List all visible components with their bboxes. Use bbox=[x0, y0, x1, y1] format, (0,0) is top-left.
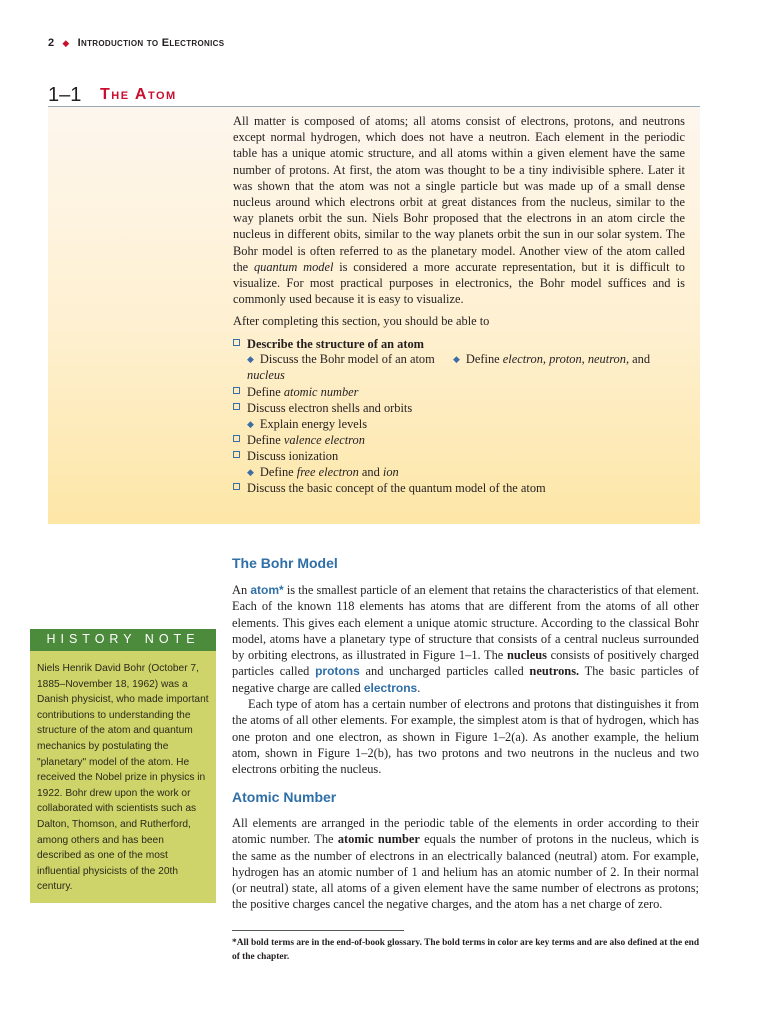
section-intro-box bbox=[48, 107, 700, 524]
footnote-divider bbox=[232, 930, 404, 931]
body-text: and uncharged particles called bbox=[365, 664, 524, 679]
diamond-bullet-icon: ◆ bbox=[247, 419, 254, 429]
objective-item bbox=[233, 432, 365, 448]
objective-text: Discuss the Bohr model of an atom bbox=[259, 352, 435, 366]
objective-italic: nucleus bbox=[247, 368, 285, 382]
diamond-bullet-icon: ◆ bbox=[247, 467, 254, 477]
objective-item bbox=[233, 448, 338, 464]
diamond-bullet-icon: ◆ bbox=[62, 38, 70, 48]
section-title: The Atom bbox=[100, 86, 177, 103]
intro-text-2: is considered a more accurate representation, but it is difficult to visualize. For most practical purposes in electronics, the Bohr model suffices and is commonly used because it is easy to visualize. bbox=[233, 259, 685, 307]
objective-italic: electron, proton, neutron, bbox=[502, 352, 630, 366]
history-note-title: HISTORY NOTE bbox=[46, 632, 200, 646]
body-text: consists of positively charged particles called bbox=[232, 648, 699, 679]
bold-term-neutrons: neutrons. bbox=[529, 664, 580, 679]
footnote: *All bold terms are in the end-of-book glossary. The bold terms in color are key terms and are also defined at the end of the chapter. bbox=[232, 938, 700, 962]
objective-text: Discuss ionization bbox=[247, 449, 339, 463]
key-term-electrons: electrons bbox=[363, 680, 418, 695]
objective-subitem-cont bbox=[247, 367, 285, 383]
chapter-title: Introduction to Electronics bbox=[77, 37, 225, 49]
intro-text-1: All matter is composed of atoms; all atoms consist of electrons, protons, and neutrons except normal hydrogen, which does not have a neutron. Each element in the periodic table has a unique atomic structure, and all atoms within a given element have the same number of protons. At first, the atom was thought to be a tiny indivisible sphere. Later it was shown that the atom was not a single particle but was made up of a small dense nucleus around which electrons orbit at great distances from the nucleus, similar to the way planets orbit the sun. Niels Bohr proposed that the electrons in an atom circle the nucleus in different obits, similar to the way planets orbit the sun in our solar system. The Bohr model is often referred to as the planetary model. Another view of the atom called the bbox=[233, 114, 685, 274]
page-number: 2 bbox=[48, 37, 55, 49]
section-heading bbox=[48, 84, 700, 107]
objective-italic: ion bbox=[382, 465, 399, 479]
diamond-bullet-icon: ◆ bbox=[453, 354, 460, 364]
body-text: The basic particles of negative charge are called bbox=[232, 664, 699, 695]
objective-text: Explain energy levels bbox=[259, 417, 368, 431]
objective-subitem bbox=[247, 464, 399, 480]
heading-atomic-number: Atomic Number bbox=[232, 789, 337, 805]
objective-italic: atomic number bbox=[283, 385, 359, 399]
objective-subitem bbox=[247, 351, 435, 367]
bohr-paragraph-1 bbox=[232, 582, 699, 696]
objective-italic: free electron bbox=[296, 465, 359, 479]
objective-text: Discuss the basic concept of the quantum model of the atom bbox=[247, 481, 546, 495]
bold-term-nucleus: nucleus bbox=[506, 648, 547, 663]
bold-term-atomic-number: atomic number bbox=[337, 832, 420, 847]
objective-text: Define bbox=[247, 385, 281, 399]
bohr-paragraph-2: Each type of atom has a certain number of electrons and protons that distinguishes it from the atoms of all other elements. For example, the simplest atom is that of hydrogen, which has one proton and one electron, as shown in Figure 1–2(a). As another example, the helium atom, shown in Figure 1–2(b), has two protons and two neutrons in the nucleus and two electrons orbiting the nucleus. bbox=[232, 697, 699, 777]
atomic-number-paragraph bbox=[232, 815, 699, 913]
key-term-atom: atom* bbox=[250, 583, 284, 597]
objective-italic: valence electron bbox=[283, 433, 365, 447]
objective-subitem bbox=[453, 351, 650, 367]
body-text: An bbox=[232, 583, 248, 597]
objective-text: Define bbox=[465, 352, 500, 366]
history-note-sidebar bbox=[30, 629, 216, 903]
intro-italic: quantum model bbox=[253, 259, 334, 274]
checkbox-square-icon bbox=[233, 339, 240, 346]
objective-text: Define bbox=[247, 433, 281, 447]
objective-text: Discuss electron shells and orbits bbox=[247, 401, 413, 415]
history-note-text: Niels Henrik David Bohr (October 7, 1885–November 18, 1962) was a Danish physicist, who made important contributions to understanding the structure of the atom and quantum mechanics by postulating the "planetary" model of the atom. He received the Nobel prize in physics in 1922. Bohr drew upon the work or collaborated with scientists such as Dalton, Thomson, and Rutherford, among others and has been described as one of the most influential physicists of the 20th century. bbox=[37, 663, 209, 893]
intro-paragraph bbox=[233, 113, 685, 307]
checkbox-square-icon bbox=[233, 387, 240, 394]
section-number: 1–1 bbox=[48, 84, 82, 106]
body-text: . bbox=[417, 680, 421, 695]
objectives-lead: After completing this section, you should be able to bbox=[233, 314, 490, 328]
checkbox-square-icon bbox=[233, 435, 240, 442]
key-term-protons: protons bbox=[315, 664, 360, 679]
objective-text: and bbox=[632, 352, 651, 366]
objective-text: Describe the structure of an atom bbox=[247, 337, 424, 351]
body-text: All elements are arranged in the periodic table of the elements in order according to their atomic number. The bbox=[232, 816, 699, 847]
objective-item bbox=[233, 400, 412, 416]
heading-bohr-model: The Bohr Model bbox=[232, 555, 338, 571]
checkbox-square-icon bbox=[233, 483, 240, 490]
history-note-banner bbox=[30, 629, 216, 651]
objective-item bbox=[233, 480, 546, 496]
objective-text: and bbox=[361, 465, 380, 479]
checkbox-square-icon bbox=[233, 403, 240, 410]
objective-text: Define bbox=[259, 465, 294, 479]
objective-subitem bbox=[247, 416, 367, 432]
body-text: is the smallest particle of an element that retains the characteristics of that element. Each of the known 118 elements has atoms that are different from the atoms of all other elements. This gives each element a unique atomic structure. According to the classical Bohr model, atoms have a planetary type of structure that consists of a central nucleus surrounded by orbiting electrons, as illustrated in Figure 1–1. The bbox=[232, 583, 699, 663]
checkbox-square-icon bbox=[233, 451, 240, 458]
diamond-bullet-icon: ◆ bbox=[247, 354, 254, 364]
running-header bbox=[48, 37, 224, 49]
body-text: equals the number of protons in the nucleus, which is the same as the number of electrons in an electrically balanced (neutral) atom. For example, hydrogen has an atomic number of 1 and helium has an atomic number of 2. In their normal (or neutral) state, all atoms of a given element have the same number of electrons as protons; the positive charges cancel the negative charges, and the atom has a net charge of zero. bbox=[232, 832, 699, 912]
objective-item bbox=[233, 336, 424, 352]
objective-item bbox=[233, 384, 359, 400]
